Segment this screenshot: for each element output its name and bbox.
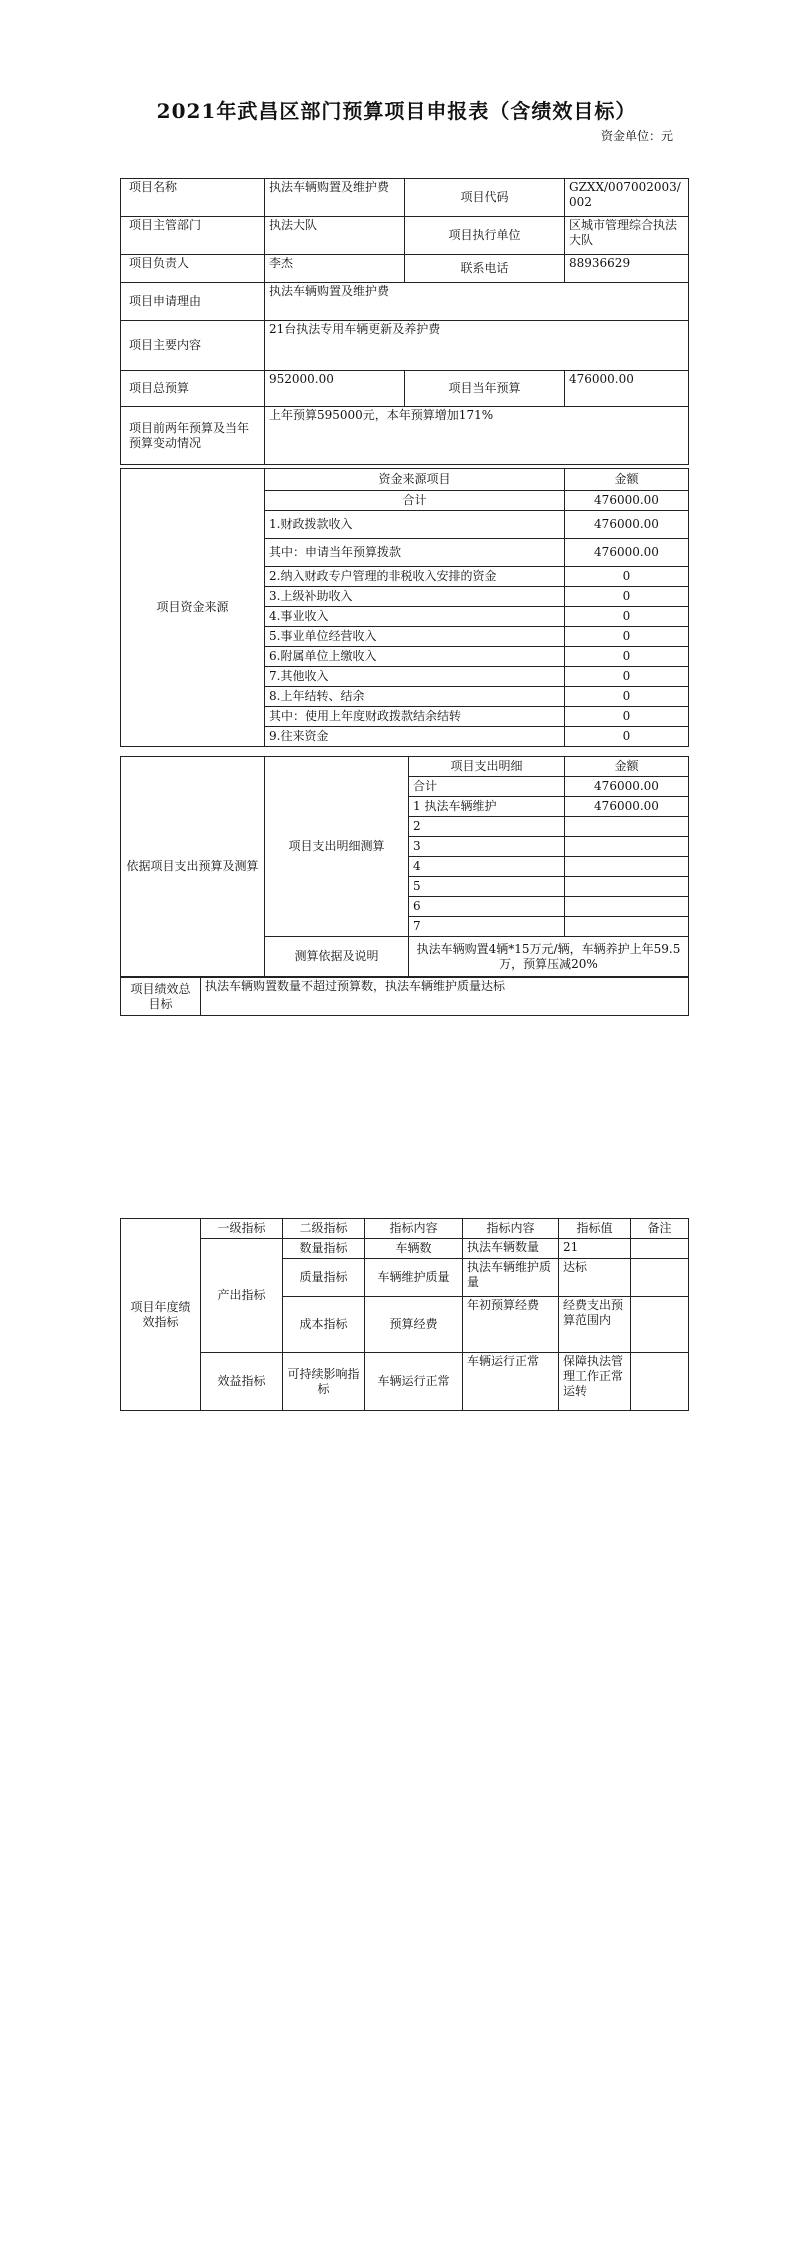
expense-item: 4 [409,857,565,877]
expense-item: 6 [409,897,565,917]
basis-label: 测算依据及说明 [265,937,409,977]
project-table [120,178,689,465]
goal-value: 执法车辆购置数量不超过预算数，执法车辆维护质量达标 [201,978,689,1016]
funding-item: 其中：使用上年度财政拨款结余结转 [265,707,565,727]
funding-amount: 0 [565,647,689,667]
expense-item: 3 [409,837,565,857]
expense-amount: 476000.00 [565,777,689,797]
output-label: 产出指标 [201,1239,283,1353]
reason-value: 执法车辆购置及维护费 [265,283,689,321]
expense-amount [565,897,689,917]
funding-item: 4.事业收入 [265,607,565,627]
perf-row [121,1353,689,1411]
phone-label: 联系电话 [405,255,565,283]
perf-value: 保障执法管理工作正常运转 [559,1353,631,1411]
perf-content1: 车辆维护质量 [365,1259,463,1297]
expense-item: 1 执法车辆维护 [409,797,565,817]
perf-level2: 质量指标 [283,1259,365,1297]
name-label: 项目名称 [121,179,265,217]
funding-item: 3.上级补助收入 [265,587,565,607]
expense-amount [565,837,689,857]
expense-amount [565,857,689,877]
benefit-label: 效益指标 [201,1353,283,1411]
reason-label: 项目申请理由 [121,283,265,321]
funding-amount: 476000.00 [565,539,689,567]
perf-value: 21 [559,1239,631,1259]
expense-header-item: 项目支出明细 [409,757,565,777]
expense-amount [565,817,689,837]
basis-value: 执法车辆购置4辆*15万元/辆，车辆养护上年59.5万，预算压减20% [409,937,689,977]
funding-item: 6.附属单位上缴收入 [265,647,565,667]
phone-value: 88936629 [565,255,689,283]
code-label: 项目代码 [405,179,565,217]
expense-sub-label: 项目支出明细测算 [265,757,409,937]
total-label: 项目总预算 [121,371,265,407]
funding-label: 项目资金来源 [121,469,265,747]
code-value: GZXX/007002003/002 [565,179,689,217]
perf-value: 经费支出预算范围内 [559,1297,631,1353]
funding-item: 2.纳入财政专户管理的非税收入安排的资金 [265,567,565,587]
funding-item: 其中：申请当年预算拨款 [265,539,565,567]
perf-row [121,1239,689,1259]
page-title: 2021年武昌区部门预算项目申报表（含绩效目标） [156,99,637,123]
year-budget-label: 项目当年预算 [405,371,565,407]
dept-value: 执法大队 [265,217,405,255]
exec-value: 区城市管理综合执法大队 [565,217,689,255]
goal-label: 项目绩效总目标 [121,978,201,1016]
name-value: 执法车辆购置及维护费 [265,179,405,217]
expense-amount: 476000.00 [565,797,689,817]
dept-label: 项目主管部门 [121,217,265,255]
perf-content2: 车辆运行正常 [463,1353,559,1411]
perf-content2: 执法车辆数量 [463,1239,559,1259]
perf-note [631,1297,689,1353]
change-label: 项目前两年预算及当年预算变动情况 [121,407,265,465]
expense-label: 依据项目支出预算及测算 [121,757,265,977]
content-value: 21台执法专用车辆更新及养护费 [265,321,689,371]
perf-content1: 预算经费 [365,1297,463,1353]
expense-item: 7 [409,917,565,937]
perf-level2: 数量指标 [283,1239,365,1259]
expense-table [120,756,689,977]
expense-amount [565,917,689,937]
perf-label: 项目年度绩效指标 [121,1219,201,1411]
expense-item: 合计 [409,777,565,797]
perf-header-2: 二级指标 [283,1219,365,1239]
perf-content1: 车辆数 [365,1239,463,1259]
perf-note [631,1259,689,1297]
funding-amount: 0 [565,687,689,707]
perf-note [631,1353,689,1411]
funding-amount: 0 [565,627,689,647]
expense-item: 2 [409,817,565,837]
funding-header-item: 资金来源项目 [265,469,565,491]
perf-level2: 成本指标 [283,1297,365,1353]
funding-amount: 0 [565,587,689,607]
perf-value: 达标 [559,1259,631,1297]
perf-header-4: 指标内容 [463,1219,559,1239]
performance-table [120,1218,689,1411]
funding-amount: 0 [565,667,689,687]
expense-amount [565,877,689,897]
funding-item: 合计 [265,491,565,511]
leader-label: 项目负责人 [121,255,265,283]
funding-header-amount: 金额 [565,469,689,491]
perf-header-3: 指标内容 [365,1219,463,1239]
funding-item: 9.往来资金 [265,727,565,747]
funding-table [120,468,689,747]
perf-level2: 可持续影响指标 [283,1353,365,1411]
perf-content1: 车辆运行正常 [365,1353,463,1411]
expense-header-amount: 金额 [565,757,689,777]
funding-item: 7.其他收入 [265,667,565,687]
change-value: 上年预算595000元，本年预算增加171% [265,407,689,465]
perf-header-5: 指标值 [559,1219,631,1239]
leader-value: 李杰 [265,255,405,283]
funding-amount: 476000.00 [565,511,689,539]
perf-header-6: 备注 [631,1219,689,1239]
funding-amount: 0 [565,727,689,747]
funding-amount: 0 [565,607,689,627]
funding-amount: 0 [565,567,689,587]
funding-item: 5.事业单位经营收入 [265,627,565,647]
currency-unit: 资金单位：元 [600,129,673,143]
perf-note [631,1239,689,1259]
expense-item: 5 [409,877,565,897]
perf-content2: 执法车辆维护质量 [463,1259,559,1297]
perf-header-1: 一级指标 [201,1219,283,1239]
funding-item: 8.上年结转、结余 [265,687,565,707]
funding-item: 1.财政拨款收入 [265,511,565,539]
year-budget-value: 476000.00 [565,371,689,407]
funding-amount: 0 [565,707,689,727]
funding-amount: 476000.00 [565,491,689,511]
total-value: 952000.00 [265,371,405,407]
exec-label: 项目执行单位 [405,217,565,255]
content-label: 项目主要内容 [121,321,265,371]
perf-content2: 年初预算经费 [463,1297,559,1353]
goal-table [120,977,689,1016]
